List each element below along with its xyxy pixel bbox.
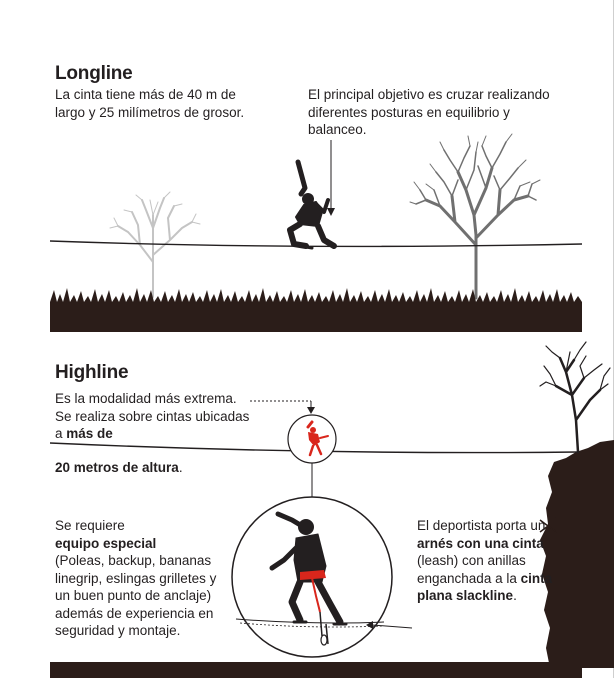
athlete-slackline: cinta plana slackline — [417, 570, 553, 603]
cliff-tree — [540, 342, 610, 452]
highline-height-prefix: más de — [66, 426, 113, 441]
extreme-leader-arrow — [250, 401, 315, 414]
longline-rope — [50, 241, 582, 246]
equipment-list: (Poleas, backup, bananas linegrip, eslingas grilletes y un buen punto de anclaje) además de experiencia en seguridad y montaje. — [55, 553, 217, 638]
longline-description: La cinta tiene más de 40 m de largo y 25 milímetros de grosor. — [55, 87, 245, 120]
bare-tree — [410, 134, 540, 298]
athlete-intro: El deportista porta un — [417, 518, 546, 533]
equipment-intro: Se requiere — [55, 518, 125, 533]
highline-title: Highline — [55, 362, 129, 383]
slackline-arrow — [366, 621, 412, 629]
athlete-end: . — [513, 588, 517, 603]
highline-height-value: 20 metros de altura — [55, 460, 179, 475]
athlete-harness: arnés con una cinta — [417, 535, 544, 551]
longline-athlete — [290, 162, 334, 248]
highline-height-end: . — [178, 460, 183, 475]
highline-height — [55, 459, 275, 477]
equipment-bold: equipo especial — [55, 535, 157, 551]
highline-description-text: Es la modalidad más extrema. Se realiza sobre cintas ubicadas a — [55, 391, 250, 441]
highline-detail-circle — [232, 497, 392, 657]
athlete-leash: (leash) con anillas enganchada a la — [417, 553, 526, 586]
equipment-text — [55, 517, 235, 640]
longline-objective: El principal objetivo es cruzar realizando diferentes posturas en equilibrio y balanceo. — [308, 87, 550, 137]
longline-title: Longline — [55, 63, 133, 84]
athlete-text — [417, 517, 557, 605]
longline-ground — [50, 288, 582, 332]
highline-description — [55, 390, 251, 443]
highline-ground — [50, 662, 582, 678]
highline-zoom-marker — [288, 415, 336, 497]
